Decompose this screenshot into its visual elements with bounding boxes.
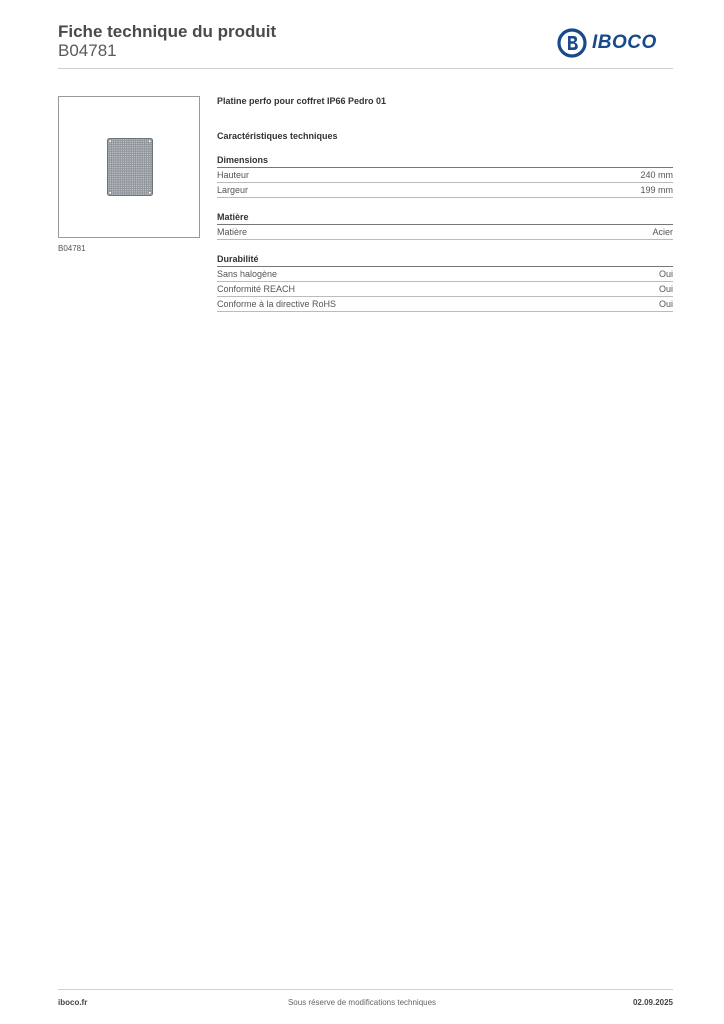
spec-value: 240 mm <box>640 170 673 180</box>
spec-row <box>217 267 673 282</box>
spec-group-title: Durabilité <box>217 253 673 267</box>
product-image-frame <box>58 96 200 238</box>
spec-value: Oui <box>658 299 673 309</box>
product-code: B04781 <box>58 41 117 60</box>
spec-value: Oui <box>658 284 673 294</box>
spec-label: Conformité REACH <box>217 284 296 294</box>
spec-value: Oui <box>658 269 673 279</box>
spec-row <box>217 183 673 198</box>
spec-row <box>217 297 673 312</box>
specifications-section <box>217 95 673 312</box>
spec-label: Conforme à la directive RoHS <box>217 299 337 309</box>
page-title: Fiche technique du produit <box>58 22 277 41</box>
page-header <box>58 20 673 70</box>
spec-row <box>217 225 673 240</box>
logo-text: IBOCO <box>592 32 657 53</box>
perforated-plate-image <box>107 138 153 196</box>
spec-label: Matière <box>217 227 248 237</box>
spec-label: Hauteur <box>217 170 250 180</box>
header-divider <box>58 68 673 69</box>
spec-group-title: Dimensions <box>217 154 673 168</box>
product-name: Platine perfo pour coffret IP66 Pedro 01 <box>217 96 387 106</box>
iboco-logo-icon <box>557 28 587 58</box>
spec-group-title: Matière <box>217 211 673 225</box>
footer-website: iboco.fr <box>58 998 88 1007</box>
spec-label: Sans halogène <box>217 269 278 279</box>
spec-row <box>217 282 673 297</box>
spec-value: 199 mm <box>640 185 673 195</box>
spec-group-material <box>217 211 673 240</box>
specs-heading: Caractéristiques techniques <box>217 131 338 141</box>
spec-group-durability <box>217 253 673 312</box>
spec-group-dimensions <box>217 154 673 198</box>
spec-label: Largeur <box>217 185 249 195</box>
image-caption: B04781 <box>58 244 86 253</box>
footer-divider <box>58 989 673 990</box>
footer-date: 02.09.2025 <box>632 998 673 1007</box>
spec-row <box>217 168 673 183</box>
footer-notice: Sous réserve de modifications techniques <box>287 998 437 1007</box>
spec-value: Acier <box>652 227 673 237</box>
iboco-logo <box>557 27 673 59</box>
